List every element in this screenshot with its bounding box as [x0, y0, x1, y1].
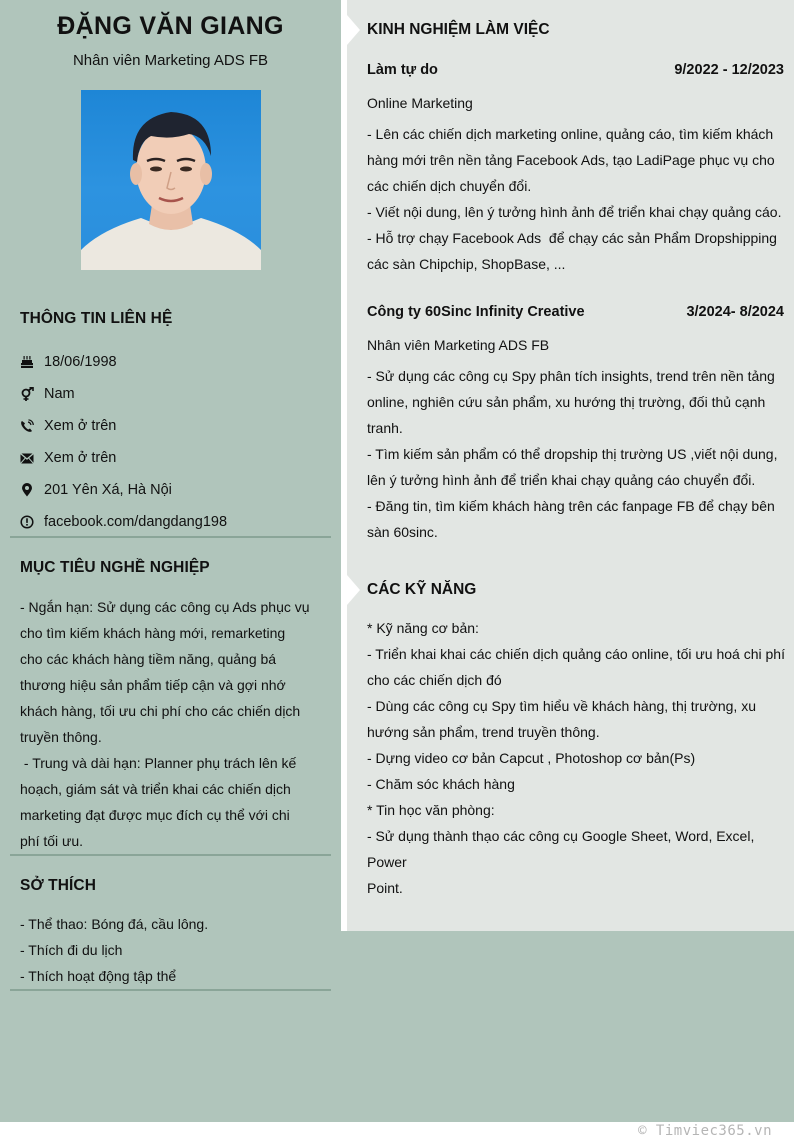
gender-value: Nam [44, 386, 75, 402]
section-arrow-icon [347, 575, 360, 605]
objective-line: - Ngắn hạn: Sử dụng các công cụ Ads phục vụ [20, 599, 310, 615]
job-company: Làm tự do [367, 62, 438, 78]
contact-list [20, 346, 330, 538]
objective-line: cho tìm kiếm khách hàng mới, remarketing [20, 625, 286, 641]
section-divider [10, 536, 331, 538]
phone-value: Xem ở trên [44, 418, 117, 434]
skills-section-title: CÁC KỸ NĂNG [367, 581, 477, 598]
job-desc-line: hàng mới trên nền tảng Facebook Ads, tạo LadiPage phục vụ cho [367, 152, 775, 168]
skill-line: * Tin học văn phòng: [367, 802, 495, 818]
contact-birthday [20, 346, 330, 378]
job-desc-line: tranh. [367, 420, 403, 436]
objective-section-title: MỤC TIÊU NGHỀ NGHIỆP [20, 559, 210, 576]
skill-line: cho các chiến dịch đó [367, 672, 502, 688]
job-period: 9/2022 - 12/2023 [674, 62, 784, 78]
birthday-cake-icon [20, 354, 44, 370]
objective-line: truyền thông. [20, 729, 102, 745]
section-divider [10, 854, 331, 856]
hobby-line: - Thích đi du lịch [20, 942, 123, 958]
job-company: Công ty 60Sinc Infinity Creative [367, 304, 585, 320]
candidate-position: Nhân viên Marketing ADS FB [72, 52, 269, 69]
contact-facebook [20, 506, 330, 538]
objective-text [20, 594, 320, 854]
objective-line: khách hàng, tối ưu chi phí cho các chiến dịch [20, 703, 301, 719]
address-value: 201 Yên Xá, Hà Nội [44, 482, 172, 498]
skill-line: * Kỹ năng cơ bản: [367, 620, 479, 636]
skill-line: Point. [367, 880, 403, 896]
section-divider [10, 989, 331, 991]
email-icon [20, 450, 44, 466]
contact-phone [20, 410, 330, 442]
email-value: Xem ở trên [44, 450, 117, 466]
objective-line: cho các khách hàng tiềm năng, quảng bá [20, 651, 277, 667]
job-description [367, 363, 792, 545]
job-desc-line: sàn 60sinc. [367, 524, 438, 540]
profile-photo [81, 90, 261, 270]
objective-line: - Trung và dài hạn: Planner phụ trách lên kế [20, 755, 297, 771]
hobby-line: - Thể thao: Bóng đá, cầu lông. [20, 916, 209, 932]
job-description [367, 121, 792, 277]
contact-email [20, 442, 330, 474]
right-column [347, 0, 794, 931]
job-desc-line: - Đăng tin, tìm kiếm khách hàng trên các fanpage FB để chạy bên [367, 498, 775, 514]
experience-section-title: KINH NGHIỆM LÀM VIỆC [367, 21, 550, 38]
job-desc-line: - Lên các chiến dịch marketing online, quảng cáo, tìm kiếm khách [367, 126, 774, 142]
phone-icon [20, 418, 44, 434]
objective-line: phí tối ưu. [20, 833, 84, 849]
watermark: © Timviec365.vn [638, 1123, 772, 1139]
contact-gender [20, 378, 330, 410]
job-period: 3/2024- 8/2024 [686, 304, 784, 320]
job-desc-line: - Sử dụng các công cụ Spy phân tích insights, trend trên nền tảng [367, 368, 775, 384]
job-desc-line: lên ý tưởng hình ảnh để triển khai chạy quảng cáo chuyển đổi. [367, 472, 756, 488]
job-desc-line: các chiến dịch chuyển đổi. [367, 178, 532, 194]
facebook-link[interactable]: facebook.com/dangdang198 [44, 514, 228, 530]
skill-line: - Chăm sóc khách hàng [367, 776, 515, 792]
objective-line: hoạch, giám sát và triển khai các chiến dịch [20, 781, 291, 797]
gender-icon [20, 386, 44, 402]
birthday-value: 18/06/1998 [44, 354, 117, 370]
contact-address [20, 474, 330, 506]
job-desc-line: online, nghiên cứu sản phẩm, xu hướng thị trường, đối thủ cạnh [367, 394, 766, 410]
job-header [367, 304, 784, 320]
objective-line: marketing đạt được mục đích cụ thể với chi [20, 807, 290, 823]
location-pin-icon [20, 482, 44, 498]
section-arrow-icon [347, 15, 360, 45]
skill-line: hướng sản phẩm, trend truyền thông. [367, 724, 600, 740]
contact-section-title: THÔNG TIN LIÊN HỆ [20, 310, 173, 327]
objective-line: thương hiệu sản phẩm tiếp cận và gợi nhớ [20, 677, 286, 693]
skill-line: - Sử dụng thành thạo các công cụ Google Sheet, Word, Excel, Power [367, 828, 755, 870]
hobbies-section-title: SỞ THÍCH [20, 877, 97, 894]
hobby-line: - Thích hoạt động tập thể [20, 968, 177, 984]
hobbies-text [20, 911, 320, 989]
skills-text [367, 615, 792, 901]
candidate-name: ĐẶNG VĂN GIANG [57, 12, 284, 40]
job-desc-line: - Tìm kiếm sản phẩm có thể dropship thị trường US ,viết nội dung, [367, 446, 778, 462]
skill-line: - Dựng video cơ bản Capcut , Photoshop cơ bản(Ps) [367, 750, 696, 766]
job-header [367, 62, 784, 78]
person-portrait-icon [81, 90, 261, 270]
job-role: Online Marketing [367, 95, 473, 111]
job-role: Nhân viên Marketing ADS FB [367, 337, 550, 353]
skill-line: - Triển khai khai các chiến dịch quảng cáo online, tối ưu hoá chi phí [367, 646, 785, 662]
job-desc-line: - Viết nội dung, lên ý tưởng hình ảnh để triển khai chạy quảng cáo. [367, 204, 782, 220]
skill-line: - Dùng các công cụ Spy tìm hiểu về khách hàng, thị trường, xu [367, 698, 756, 714]
job-desc-line: - Hỗ trợ chạy Facebook Ads để chạy các sản Phẩm Dropshipping [367, 230, 777, 246]
info-circle-icon [20, 514, 44, 530]
job-desc-line: các sàn Chipchip, ShopBase, ... [367, 256, 566, 272]
